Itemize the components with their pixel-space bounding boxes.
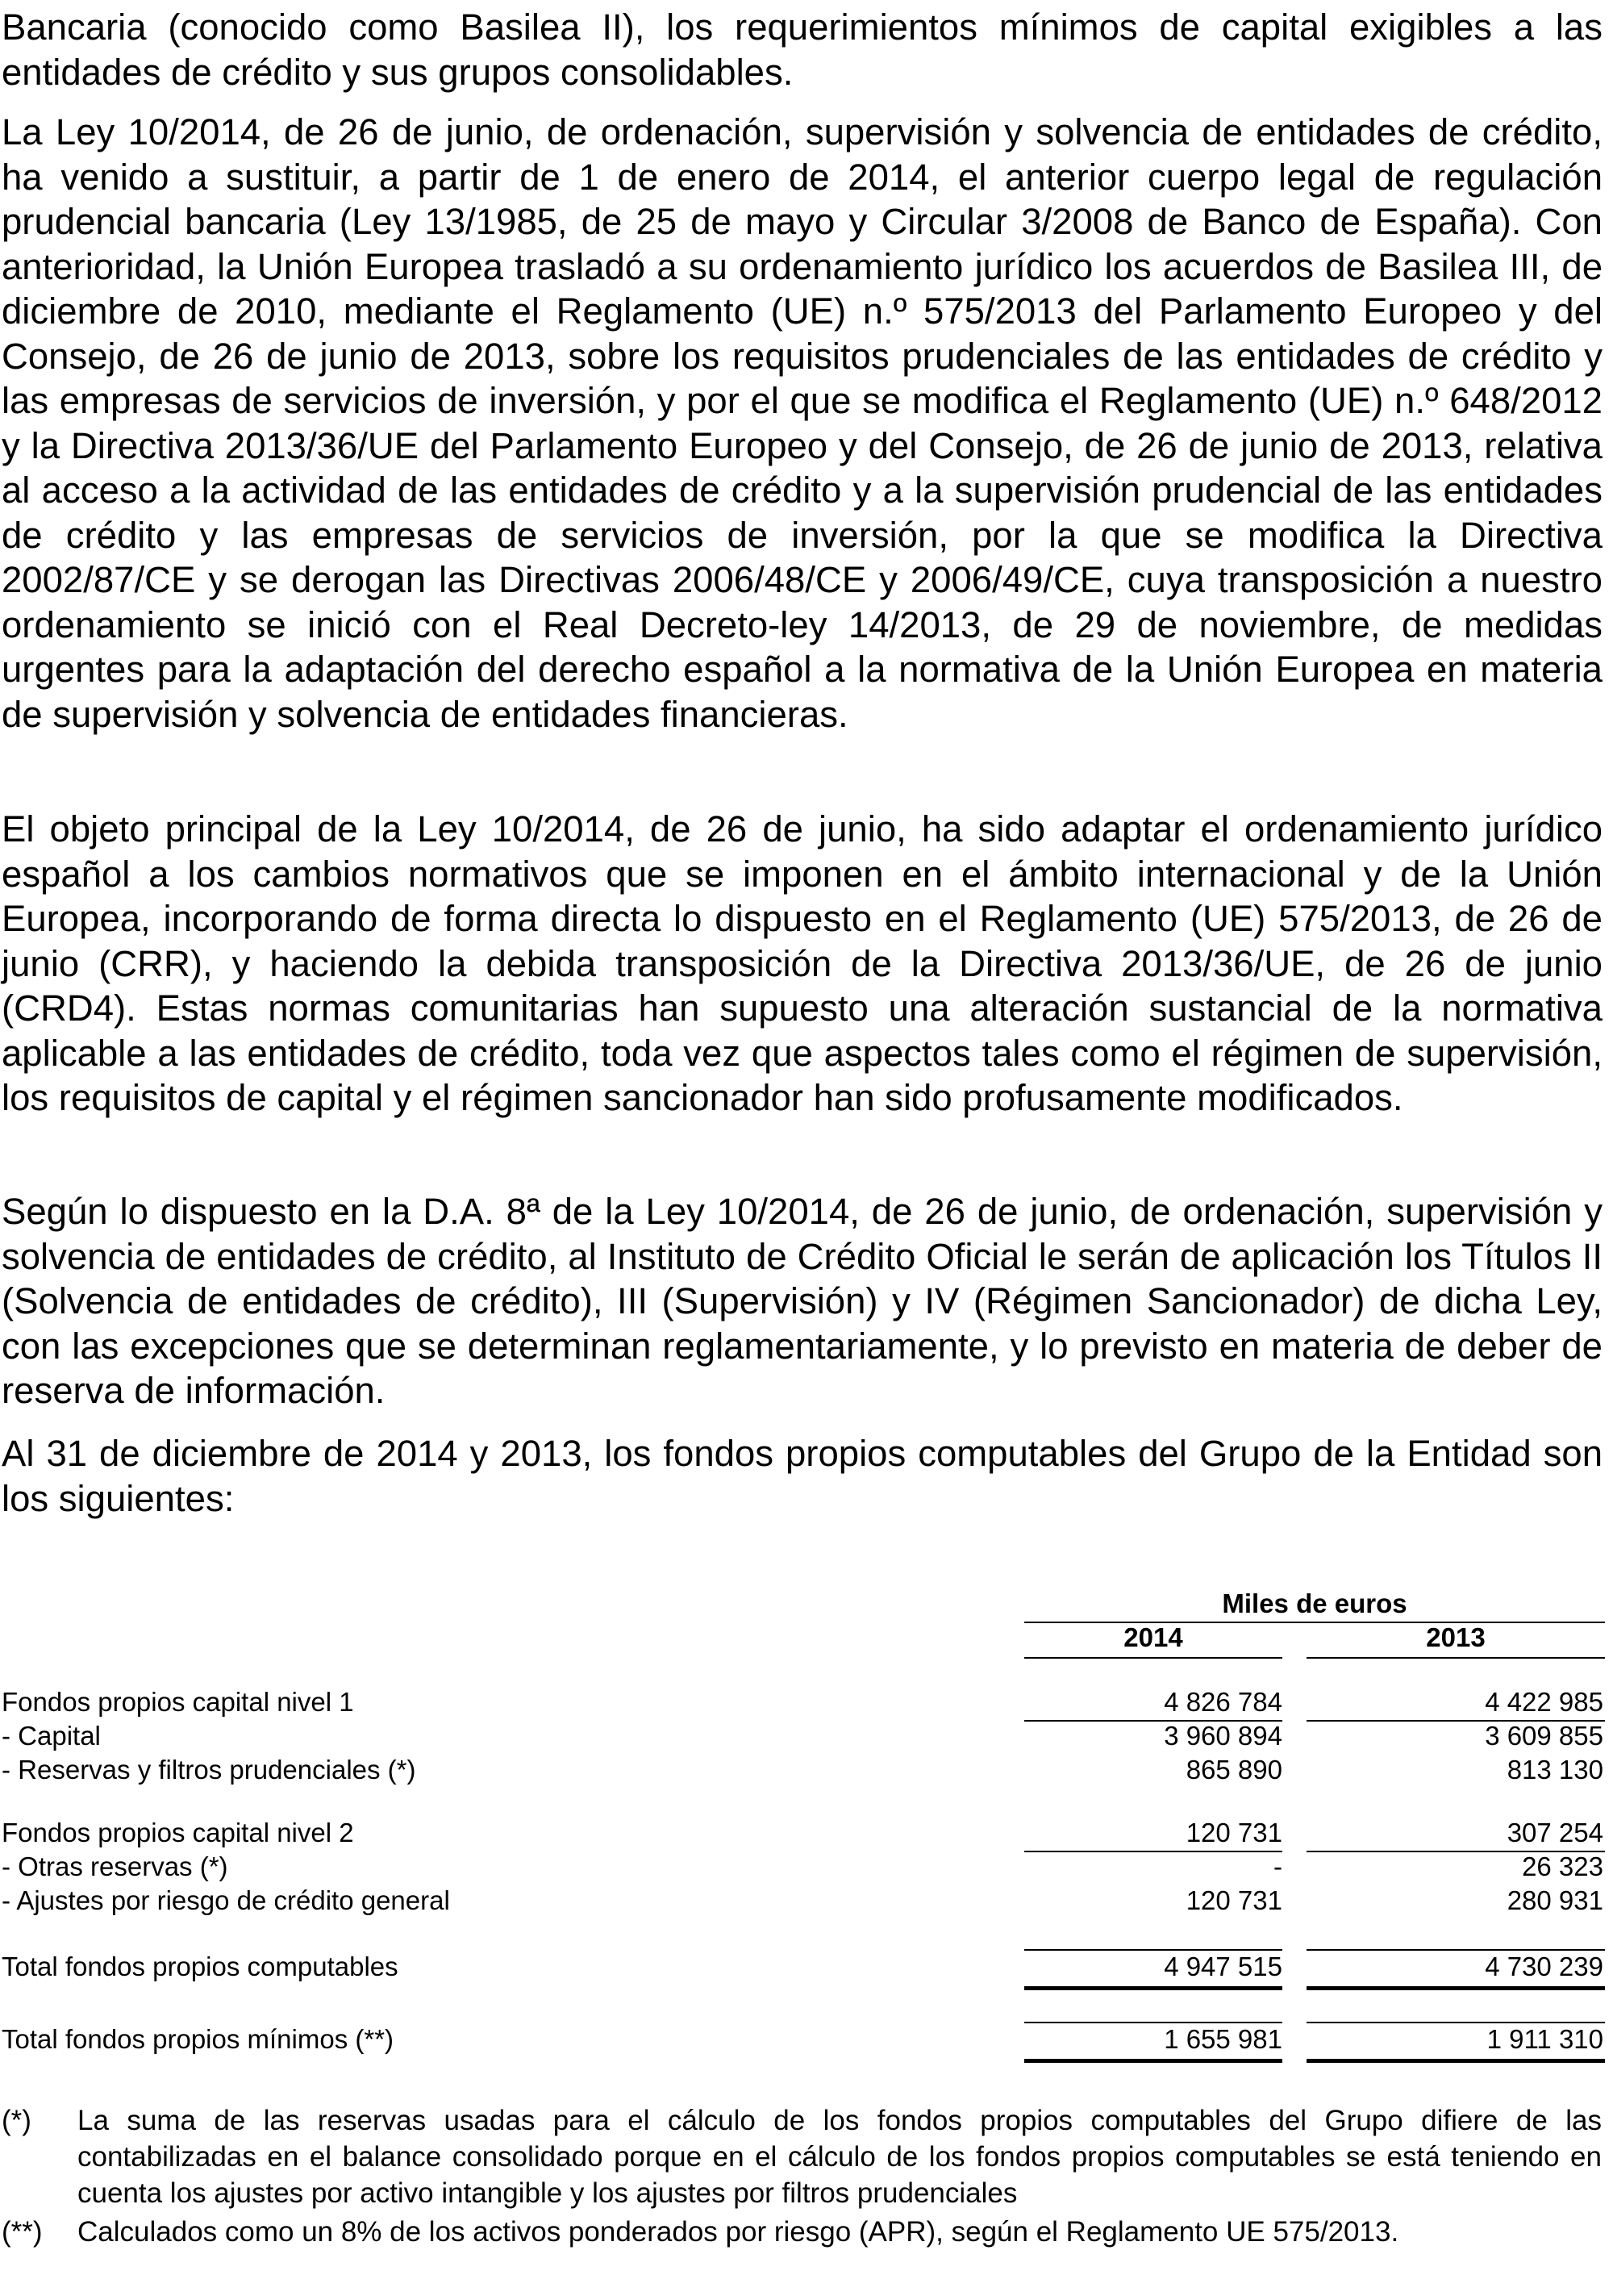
- table-cell-2014: -: [1273, 1851, 1282, 1881]
- table-row-label: Total fondos propios computables: [2, 1952, 398, 1981]
- total-rule-bottom-2013: [1307, 2059, 1605, 2063]
- table-cell-2013: 26 323: [1522, 1851, 1603, 1881]
- year-header-2013: 2013: [1426, 1622, 1486, 1652]
- total-rule-bottom-2014: [1024, 2059, 1282, 2063]
- own-funds-table: [0, 1581, 1613, 2098]
- paragraph-ley-10-2014: La Ley 10/2014, de 26 de junio, de ordenación, supervisión y solvencia de entidades de crédito, ha venido a sustituir, a partir de 1 de enero de 2014, el anterior cuerpo legal de regulación prudencial bancaria (Ley 13/1985, de 25 de mayo y Circular 3/2008 de Banco de España). Con anterioridad, la Unión Europea trasladó a su ordenamiento jurídico los acuerdos de Basilea III, de diciembre de 2010, mediante el Reglamento (UE) n.º 575/2013 del Parlamento Europeo y del Consejo, de 26 de junio de 2013, sobre los requisitos prudenciales de las entidades de crédito y las empresas de servicios de inversión, y por el que se modifica el Reglamento (UE) n.º 648/2012 y la Directiva 2013/36/UE del Parlamento Europeo y del Consejo, de 26 de junio de 2013, relativa al acceso a la actividad de las entidades de crédito y a la supervisión prudencial de las entidades de crédito y las empresas de servicios de inversión, por la que se modifica la Directiva 2002/87/CE y se derogan las Directivas 2006/48/CE y 2006/49/CE, cuya transposición a nuestro ordenamiento se inició con el Real Decreto-ley 14/2013, de 29 de noviembre, de medidas urgentes para la adaptación del derecho español a la normativa de la Unión Europea en materia de supervisión y solvencia de entidades financieras.: [2, 111, 1603, 735]
- paragraph-disposicion-adicional: Según lo dispuesto en la D.A. 8ª de la Ley 10/2014, de 26 de junio, de ordenación, supervisión y solvencia de entidades de crédito, al Instituto de Crédito Oficial le serán de aplicación los Títulos II (Solvencia de entidades de crédito), III (Supervisión) y IV (Régimen Sancionador) de dicha Ley, con las excepciones que se determinan reglamentariamente, y lo previsto en materia de deber de reserva de información.: [2, 1191, 1603, 1411]
- total-rule-bottom-2013: [1307, 1986, 1605, 1990]
- year-rule-2013: [1307, 1657, 1605, 1659]
- table-row-label: Total fondos propios mínimos (**): [2, 2024, 394, 2054]
- footnote-text: La suma de las reservas usadas para el cálculo de los fondos propios computables del Grupo difiere de las contabilizadas en el balance consolidado porque en el cálculo de los fondos propios computables se está teniendo en cuenta los ajustes por activo intangible y los ajustes por filtros prudenciales: [77, 2105, 1602, 2209]
- paragraph-objeto-principal: El objeto principal de la Ley 10/2014, de 26 de junio, ha sido adaptar el ordenamiento jurídico español a los cambios normativos que se imponen en el ámbito internacional y de la Unión Europea, incorporando de forma directa lo dispuesto en el Reglamento (UE) 575/2013, de 26 de junio (CRR), y haciendo la debida transposición de la Directiva 2013/36/UE, de 26 de junio (CRD4). Estas normas comunitarias han supuesto una alteración sustancial de la normativa aplicable a las entidades de crédito, toda vez que aspectos tales como el régimen de supervisión, los requisitos de capital y el régimen sancionador han sido profusamente modificados.: [2, 808, 1603, 1118]
- table-cell-2014: 4 826 784: [1164, 1687, 1282, 1717]
- footnote-apr: [0, 2214, 1605, 2254]
- paragraph-basilea-ii: Bancaria (conocido como Basilea II), los requerimientos mínimos de capital exigibles a las entidades de crédito y sus grupos consolidables.: [2, 6, 1603, 93]
- paragraph-fondos-intro: Al 31 de diciembre de 2014 y 2013, los fondos propios computables del Grupo de la Entidad son los siguientes:: [2, 1433, 1603, 1519]
- table-row-label: - Ajustes por riesgo de crédito general: [2, 1885, 450, 1915]
- table-cell-2013: 1 911 310: [1486, 2024, 1603, 2054]
- year-rule-2014: [1024, 1657, 1282, 1659]
- table-cell-2013: 4 422 985: [1485, 1687, 1603, 1717]
- table-cell-2014: 120 731: [1186, 1818, 1282, 1847]
- footnote-mark: (**): [2, 2216, 43, 2248]
- table-row-label: Fondos propios capital nivel 2: [2, 1818, 354, 1847]
- table-cell-2014: 865 890: [1186, 1755, 1282, 1785]
- subtotal-rule-2014: [1024, 1851, 1282, 1852]
- table-cell-2014: 3 960 894: [1164, 1721, 1282, 1751]
- table-row-label: - Reservas y filtros prudenciales (*): [2, 1755, 416, 1785]
- total-rule-bottom-2014: [1024, 1986, 1282, 1990]
- table-row-label: Fondos propios capital nivel 1: [2, 1687, 354, 1717]
- table-cell-2014: 1 655 981: [1164, 2024, 1282, 2054]
- table-cell-2013: 307 254: [1507, 1818, 1603, 1847]
- footnote-mark: (*): [2, 2105, 31, 2136]
- table-row-label: - Otras reservas (*): [2, 1851, 228, 1881]
- year-header-2014: 2014: [1123, 1622, 1183, 1652]
- table-cell-2013: 813 130: [1507, 1755, 1603, 1785]
- table-row-label: - Capital: [2, 1721, 101, 1751]
- table-cell-2013: 4 730 239: [1485, 1952, 1603, 1981]
- unit-header: Miles de euros: [1222, 1588, 1407, 1618]
- footnote-reservas: [0, 2102, 1605, 2215]
- table-cell-2014: 4 947 515: [1164, 1952, 1282, 1981]
- footnote-text: Calculados como un 8% de los activos ponderados por riesgo (APR), según el Reglamento UE 575/2013.: [77, 2216, 1399, 2248]
- table-cell-2013: 280 931: [1507, 1885, 1603, 1915]
- table-cell-2013: 3 609 855: [1485, 1721, 1603, 1751]
- table-cell-2014: 120 731: [1186, 1885, 1282, 1915]
